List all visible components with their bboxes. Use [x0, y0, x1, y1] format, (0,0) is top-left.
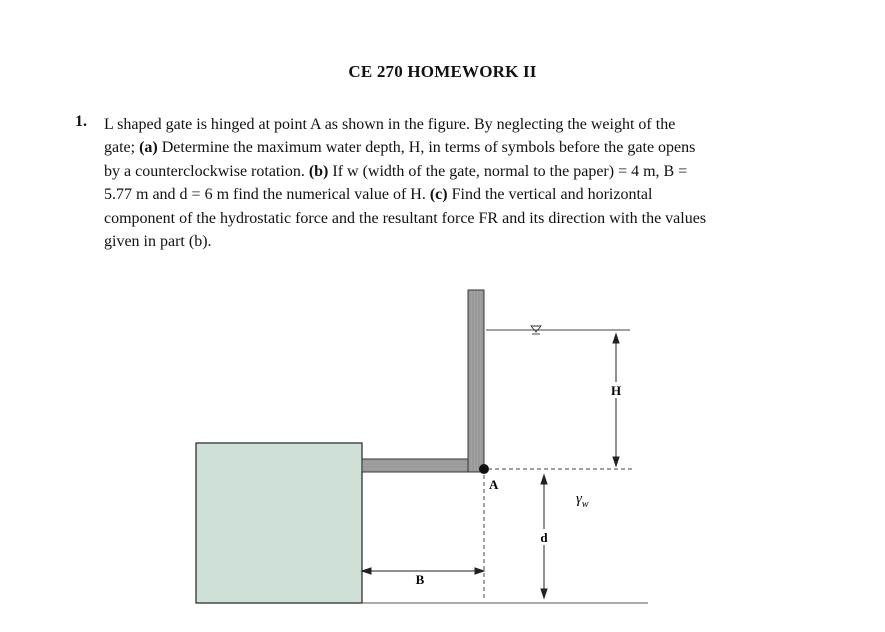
gate-horizontal-arm	[362, 459, 484, 472]
label-b: B	[415, 572, 425, 587]
part-a-label: (a)	[139, 139, 158, 157]
gate-vertical-arm	[468, 290, 484, 472]
question-line-5: component of the hydrostatic force and the resultant force FR and its direction with the values	[104, 209, 707, 227]
label-a: A	[489, 477, 499, 492]
part-b-label: (b)	[308, 162, 329, 180]
h-dimension-arrow	[610, 334, 622, 466]
part-c-label: (c)	[429, 186, 448, 204]
question-line-1: L shaped gate is hinged at point A as shown in the figure. By neglecting the weight of the	[104, 116, 676, 133]
question-line-3: by a counterclockwise rotation. (b) If w (width of the gate, normal to the paper) = 4 m, B =	[104, 162, 688, 180]
label-h: H	[610, 383, 622, 398]
question-number: 1.	[75, 113, 87, 130]
question-line-6: given in part (b).	[104, 233, 212, 251]
hinge-point-a	[479, 464, 489, 474]
concrete-block	[196, 443, 362, 603]
label-d: d	[540, 530, 548, 545]
question-line-4: 5.77 m and d = 6 m find the numerical value of H. (c) Find the vertical and horizontal	[104, 186, 653, 204]
label-gamma-w: $\gamma_w$	[576, 491, 589, 510]
page-title: CE 270 HOMEWORK II	[348, 62, 537, 81]
question-line-2: gate; (a) Determine the maximum water depth, H, in terms of symbols before the gate opens	[104, 139, 696, 157]
